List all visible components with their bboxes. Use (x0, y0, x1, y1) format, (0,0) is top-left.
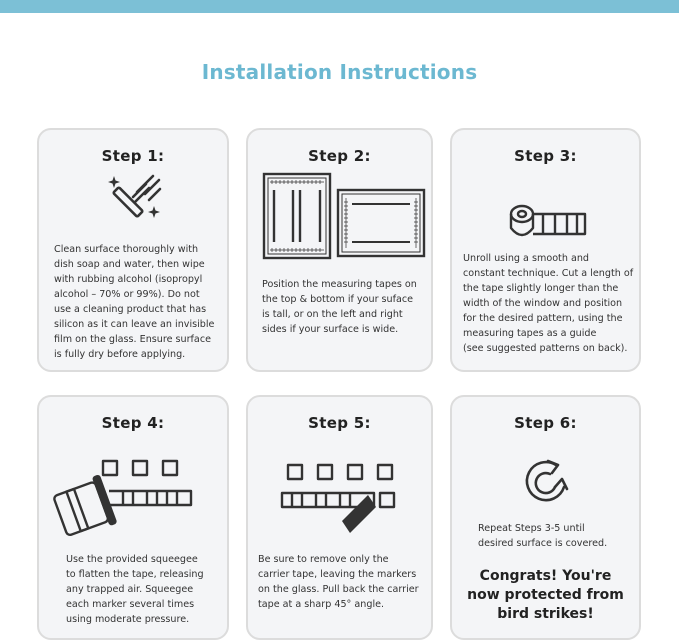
page-title: Installation Instructions (201, 60, 478, 84)
step-3-card (450, 128, 641, 372)
step-6-title: Step 6: (514, 414, 577, 432)
repeat-icon (520, 457, 574, 507)
step-1-text: Clean surface thoroughly with dish soap and water, then wipe with rubbing alcohol (isopropyl alcohol – 70% or 99%). Do not use a cleaning product that has silicon as it can leave an invisible film on the glass. Ensure surface is fully dry before applying. (54, 244, 215, 360)
step-5-text: Be sure to remove only the carrier tape, leaving the markers on the glass. Pull back the carrier tape at a sharp 45° angle. (258, 554, 419, 610)
step-2-text: Position the measuring tapes on the top & bottom if your suface is tall, or on the left and right sides if your surface is wide. (262, 279, 417, 335)
step-2-card (246, 128, 433, 372)
step-5-card (246, 395, 433, 640)
step-4-title: Step 4: (101, 414, 165, 432)
step-2-title: Step 2: (308, 147, 371, 165)
step-1-card (37, 128, 229, 372)
squeegee-clean-icon (105, 172, 167, 234)
step-1-title: Step 1: (101, 147, 165, 165)
step-3-title: Step 3: (514, 147, 577, 165)
measuring-tapes-icon (260, 172, 428, 262)
congrats-message: Congrats! You're now protected from bird strikes! (467, 568, 624, 622)
step-5-title: Step 5: (308, 414, 371, 432)
step-3-text: Unroll using a smooth and constant technique. Cut a length of the tape slightly longer than the width of the window and position for the desired pattern, using the measuring tapes as a guide (see suggested patterns on back). (463, 253, 634, 354)
top-accent-bar (0, 0, 679, 13)
step-4-card (37, 395, 229, 640)
step-6-text: Repeat Steps 3-5 until desired surface is covered. (478, 523, 608, 549)
step-4-text: Use the provided squeegee to flatten the tape, releasing any trapped air. Squeegee each marker several times using moderate pressure. (66, 554, 204, 625)
tape-roll-icon (507, 200, 591, 242)
peel-carrier-tape-icon (278, 459, 403, 537)
squeegee-tape-icon (49, 453, 199, 543)
step-6-card (450, 395, 641, 640)
